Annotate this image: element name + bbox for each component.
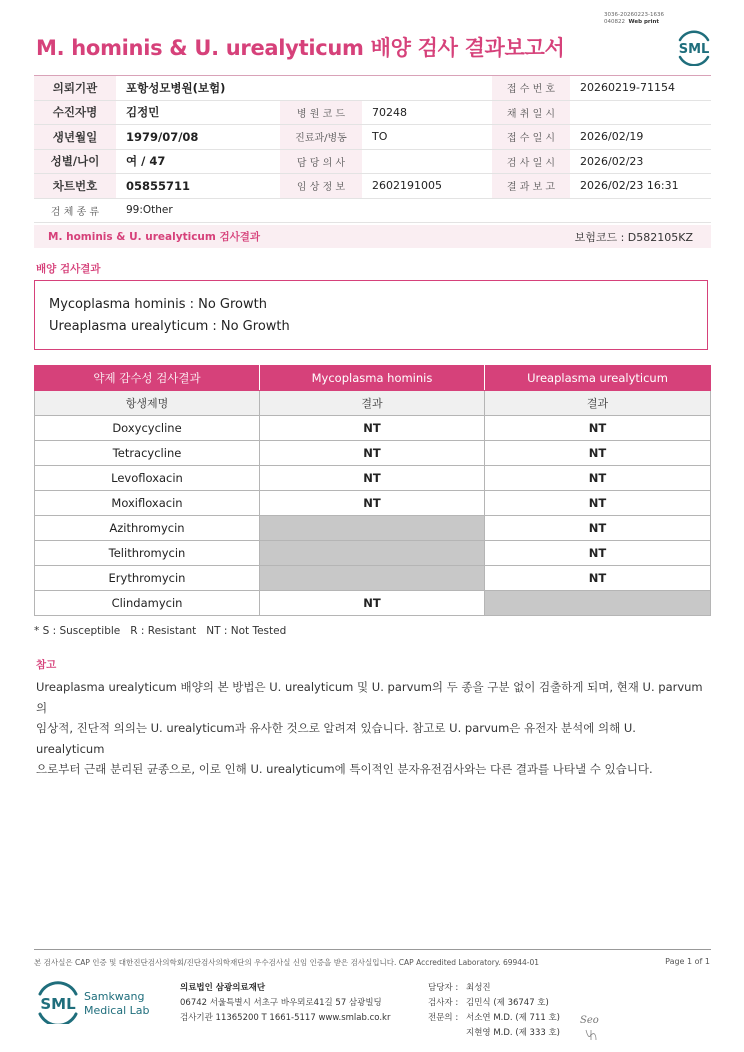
result-legend: * S : Susceptible R : Resistant NT : Not Tested [34,625,287,637]
label-physician: 담 당 의 사 [280,150,362,174]
org-address: 06742 서울특별시 서초구 바우뫼로41길 57 삼광빌딩 [180,998,382,1008]
staff-role [428,1026,466,1041]
table-subheader-row [35,391,711,416]
note-line: 으로부터 근래 분리된 균종으로, 이로 인해 U. urealyticum에 특이적인 분자유전검사와는 다른 결과를 나타낼 수 있습니다. [36,762,653,776]
value-specimen-type: 99:Other [126,204,173,217]
value-received-date: 2026/02/19 [580,130,644,144]
result-section-title: M. hominis & U. urealyticum 검사결과 [48,231,261,243]
result-mycoplasma-hominis: NT [260,441,485,466]
result-ureaplasma-urealyticum: NT [485,541,711,566]
culture-heading: 배양 검사결과 [36,263,101,275]
table-row [35,516,711,541]
blank-cell [280,76,492,100]
specimen-row [34,199,711,224]
result-mycoplasma-hominis-na [260,516,485,541]
result-mycoplasma-hominis: NT [260,416,485,441]
label-chart-no: 차트번호 [34,174,116,198]
staff-role: 검사자 : [428,998,459,1008]
staff-row [428,981,560,996]
label-received-date: 접 수 일 시 [492,125,570,149]
header-mycoplasma-hominis: Mycoplasma hominis [260,366,485,391]
result-mycoplasma-hominis-na [260,541,485,566]
value-hospital-code: 70248 [372,105,407,119]
note-heading: 참고 [36,659,57,671]
label-specimen-type: 검 체 종 류 [50,206,100,218]
antibiotic-name: Clindamycin [35,591,260,616]
header-ureaplasma-urealyticum: Ureaplasma urealyticum [485,366,711,391]
samkwang-logo-icon [36,980,156,1024]
label-requesting-org: 의뢰기관 [34,76,116,100]
org-name: 의료법인 삼광의료재단 [180,983,266,993]
report-code-line2: 040822 [604,19,625,25]
staff-name: 김민식 (제 36747 호) [466,998,549,1008]
value-accession-no: 20260219-71154 [580,81,675,95]
value-clinical-info: 2602191005 [372,179,442,193]
insurance-code: 보험코드 : D582105KZ [574,230,693,244]
result-ureaplasma-urealyticum: NT [485,416,711,441]
staff-name: 지현영 M.D. (제 333 호) [466,1028,561,1038]
staff-name: 최성진 [466,983,491,993]
subheader-antibiotic: 항생제명 [35,391,260,416]
result-mycoplasma-hominis: NT [260,491,485,516]
result-ureaplasma-urealyticum-na [485,591,711,616]
staff-role: 담당자 : [428,983,459,993]
value-sex-age: 여 / 47 [126,154,166,169]
table-row [35,416,711,441]
footer-logo-name2: Medical Lab [84,1004,150,1017]
org-contact: 검사기관 11365200 T 1661-5117 www.smlab.co.kr [180,1013,391,1023]
result-mycoplasma-hominis: NT [260,591,485,616]
result-mycoplasma-hominis-na [260,566,485,591]
note-text [36,677,706,780]
staff-row [428,1026,560,1041]
result-ureaplasma-urealyticum: NT [485,516,711,541]
result-ureaplasma-urealyticum: NT [485,566,711,591]
culture-result-uu: Ureaplasma urealyticum : No Growth [49,319,290,334]
staff-row [428,996,560,1011]
report-code-line1: 3036-20260223-1636 [604,12,664,18]
header-susceptibility: 약제 감수성 검사결과 [35,366,260,391]
patient-info-row [34,174,711,199]
report-code [604,12,664,26]
report-title: M. hominis & U. urealyticum 배양 검사 결과보고서 [36,36,565,60]
value-birthdate: 1979/07/08 [126,129,199,144]
antibiotic-name: Levofloxacin [35,466,260,491]
web-print-label: Web print [628,19,660,25]
value-report-date: 2026/02/23 16:31 [580,179,679,193]
footer-accreditation: 본 검사실은 CAP 인증 및 대한진단검사의학회/진단검사의학재단의 우수검사실 신임 인증을 받은 검사실입니다. CAP Accredited Laboratory. 69944-01 [34,958,540,967]
antibiotic-name: Doxycycline [35,416,260,441]
subheader-result-uu: 결과 [485,391,711,416]
page-number: Page 1 of 1 [665,957,710,966]
sml-logo-text: SML [678,42,710,57]
antibiotic-name: Azithromycin [35,516,260,541]
antibiotic-name: Tetracycline [35,441,260,466]
sml-logo-icon [674,26,714,66]
value-collection-date [570,101,711,125]
staff-row [428,1011,560,1026]
value-test-date: 2026/02/23 [580,154,644,168]
table-row [35,541,711,566]
susceptibility-table [34,365,711,616]
label-department: 진료과/병동 [280,125,362,149]
subheader-result-mh: 결과 [260,391,485,416]
patient-info-row [34,76,711,101]
culture-result-box [34,280,708,350]
value-physician [362,150,492,174]
footer-logo-mark: SML [40,995,76,1013]
patient-info-row [34,125,711,150]
label-hospital-code: 병 원 코 드 [280,101,362,125]
label-clinical-info: 임 상 정 보 [280,174,362,198]
note-line: Ureaplasma urealyticum 배양의 본 방법은 U. urealyticum 및 U. parvum의 두 종을 구분 없이 검출하게 되며, 현재 U. parvum의 [36,680,703,715]
label-accession-no: 접 수 번 호 [492,76,570,100]
table-row [35,566,711,591]
staff-name: 서소연 M.D. (제 711 호) [466,1013,561,1023]
footer-logo-name1: Samkwang [84,990,145,1003]
result-ureaplasma-urealyticum: NT [485,466,711,491]
value-department: TO [372,130,388,144]
note-line: 임상적, 진단적 의의는 U. urealyticum과 유사한 것으로 알려져 있습니다. 참고로 U. parvum은 유전자 분석에 의해 U. urealyticum [36,721,636,756]
value-requesting-org: 포항성모병원(보험) [126,80,226,95]
antibiotic-name: Moxifloxacin [35,491,260,516]
footer-staff [428,981,560,1041]
result-ureaplasma-urealyticum: NT [485,491,711,516]
label-patient-name: 수진자명 [34,101,116,125]
value-chart-no: 05855711 [126,178,191,193]
label-collection-date: 채 취 일 시 [492,101,570,125]
signature-icon [578,1008,610,1042]
patient-info-table [34,75,711,223]
footer-org [180,981,390,1026]
result-ureaplasma-urealyticum: NT [485,441,711,466]
label-birthdate: 생년월일 [34,125,116,149]
result-section-bar [34,225,711,248]
table-row [35,491,711,516]
table-row [35,466,711,491]
label-report-date: 결 과 보 고 [492,174,570,198]
patient-info-row [34,150,711,175]
patient-info-row [34,101,711,126]
label-sex-age: 성별/나이 [34,150,116,174]
result-mycoplasma-hominis: NT [260,466,485,491]
label-test-date: 검 사 일 시 [492,150,570,174]
table-row [35,441,711,466]
table-row [35,591,711,616]
culture-result-mh: Mycoplasma hominis : No Growth [49,297,267,312]
antibiotic-name: Erythromycin [35,566,260,591]
value-patient-name: 김정민 [126,105,160,120]
table-header-row [35,366,711,391]
signature-text: Seo [580,1015,599,1026]
antibiotic-name: Telithromycin [35,541,260,566]
staff-role: 전문의 : [428,1013,459,1023]
footer-divider [34,949,711,950]
